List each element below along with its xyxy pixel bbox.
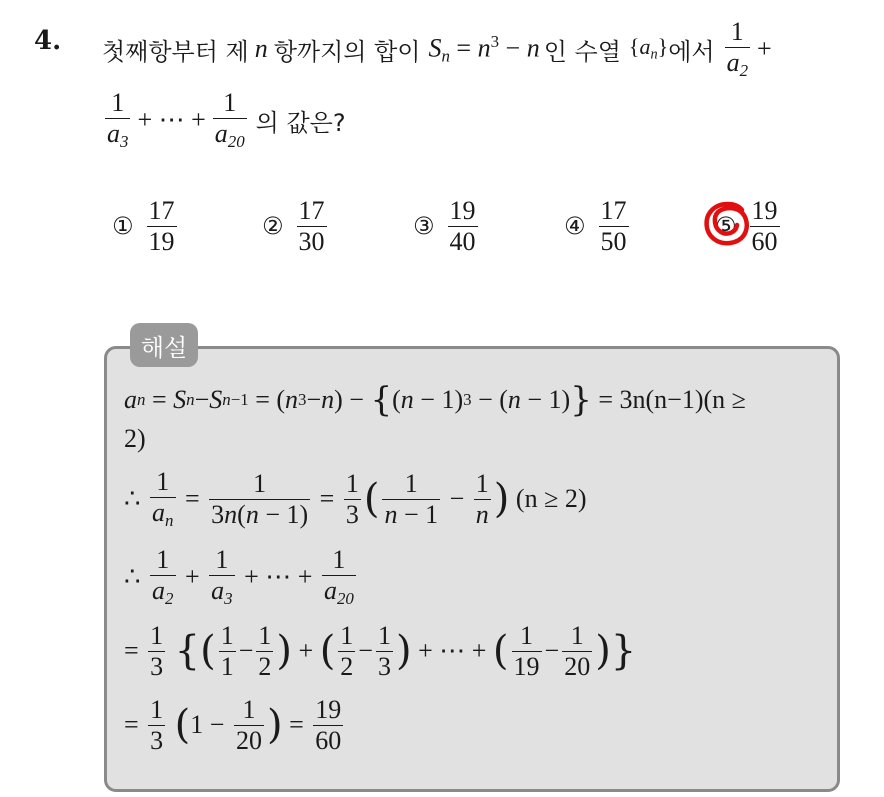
solution-line-4: = $\frac{1}{3}$ { ( $\frac{1}{1}$ − $\frac{1}{2}$ ) + ( $\frac{1}{2}$ − $\frac{1}{3}$ ) + ⋯ + ( $\frac{1}{19}$ − $\frac{1}{20}$ ) }: [124, 620, 637, 681]
fraction-1-over-a20: $\frac{1}{a_{20}}$: [214, 88, 245, 152]
solution-line-3: ∴ $\frac{1}{a_2}$ + $\frac{1}{a_3}$ + ⋯ + $\frac{1}{a_{20}}$: [124, 545, 354, 609]
choice-marker: ④: [564, 212, 586, 240]
answer-circle-mark: [702, 198, 752, 248]
solution-line-1: a n = S n − S n −1 = ( n 3 − n ) − { ( n − 1) 3 − ( n − 1) } = 3n(n−1)(n ≥: [124, 380, 746, 420]
choice-2[interactable]: [262, 195, 330, 257]
question-text-4: 에서: [668, 37, 715, 66]
choice-1[interactable]: [112, 195, 180, 257]
question-line-1: 첫째항부터 제 n 항까지의 합이 $S_n = n^3 - n$ 인 수열 $\{a_n\}$ 에서 $\frac{1}{a_2}$ +: [102, 17, 772, 81]
choice-marker: ②: [262, 212, 284, 240]
choice-fraction: $\frac{19}{60}$: [751, 195, 778, 256]
solution-line-2: ∴ $\frac{1}{a_n}$ = $\frac{1}{3n(n - 1)}$ = $\frac{1}{3}$ ( $\frac{1}{n - 1}$ − $\frac{1}{n}$ ) (n ≥ 2): [124, 467, 587, 531]
question-number: 4.: [34, 26, 62, 56]
choice-3[interactable]: [413, 195, 481, 257]
question-text-1: 첫째항부터 제: [102, 37, 249, 66]
fraction-1-over-a3: $\frac{1}{a_3}$: [107, 88, 129, 152]
choice-marker: ③: [413, 212, 435, 240]
solution-line1-tail: = 3n(n−1)(n ≥: [598, 385, 746, 414]
sequence-name: $\{a_n\}$: [628, 34, 669, 63]
fraction-1-over-a2: $\frac{1}{a_2}$: [726, 17, 749, 81]
question-text-3: 인 수열: [543, 37, 621, 66]
question-var-n: n: [254, 34, 268, 63]
choice-marker: ⑤: [715, 212, 737, 240]
sum-expression: $S_n = n^3 - n$: [428, 31, 540, 66]
choice-fraction: $\frac{17}{19}$: [148, 195, 175, 256]
choice-fraction: $\frac{17}{30}$: [298, 195, 325, 256]
ellipsis: + ⋯ +: [137, 105, 206, 134]
question-text-2: 항까지의 합이: [273, 37, 421, 66]
question-text-5: 의 값은?: [255, 108, 346, 137]
choice-marker: ①: [112, 212, 134, 240]
solution-condition: (n ≥ 2): [515, 484, 587, 513]
choice-fraction: $\frac{19}{40}$: [449, 195, 476, 256]
question-line-2: [102, 84, 346, 156]
solution-line-5: = $\frac{1}{3}$ ( 1 − $\frac{1}{20}$ ) = $\frac{19}{60}$: [124, 694, 342, 755]
solution-label: 해설: [130, 323, 198, 367]
choice-fraction: $\frac{17}{50}$: [600, 195, 627, 256]
final-answer: $\frac{19}{60}$: [315, 694, 342, 755]
choice-4[interactable]: [564, 195, 632, 257]
solution-line-1-cont: 2): [124, 424, 146, 453]
